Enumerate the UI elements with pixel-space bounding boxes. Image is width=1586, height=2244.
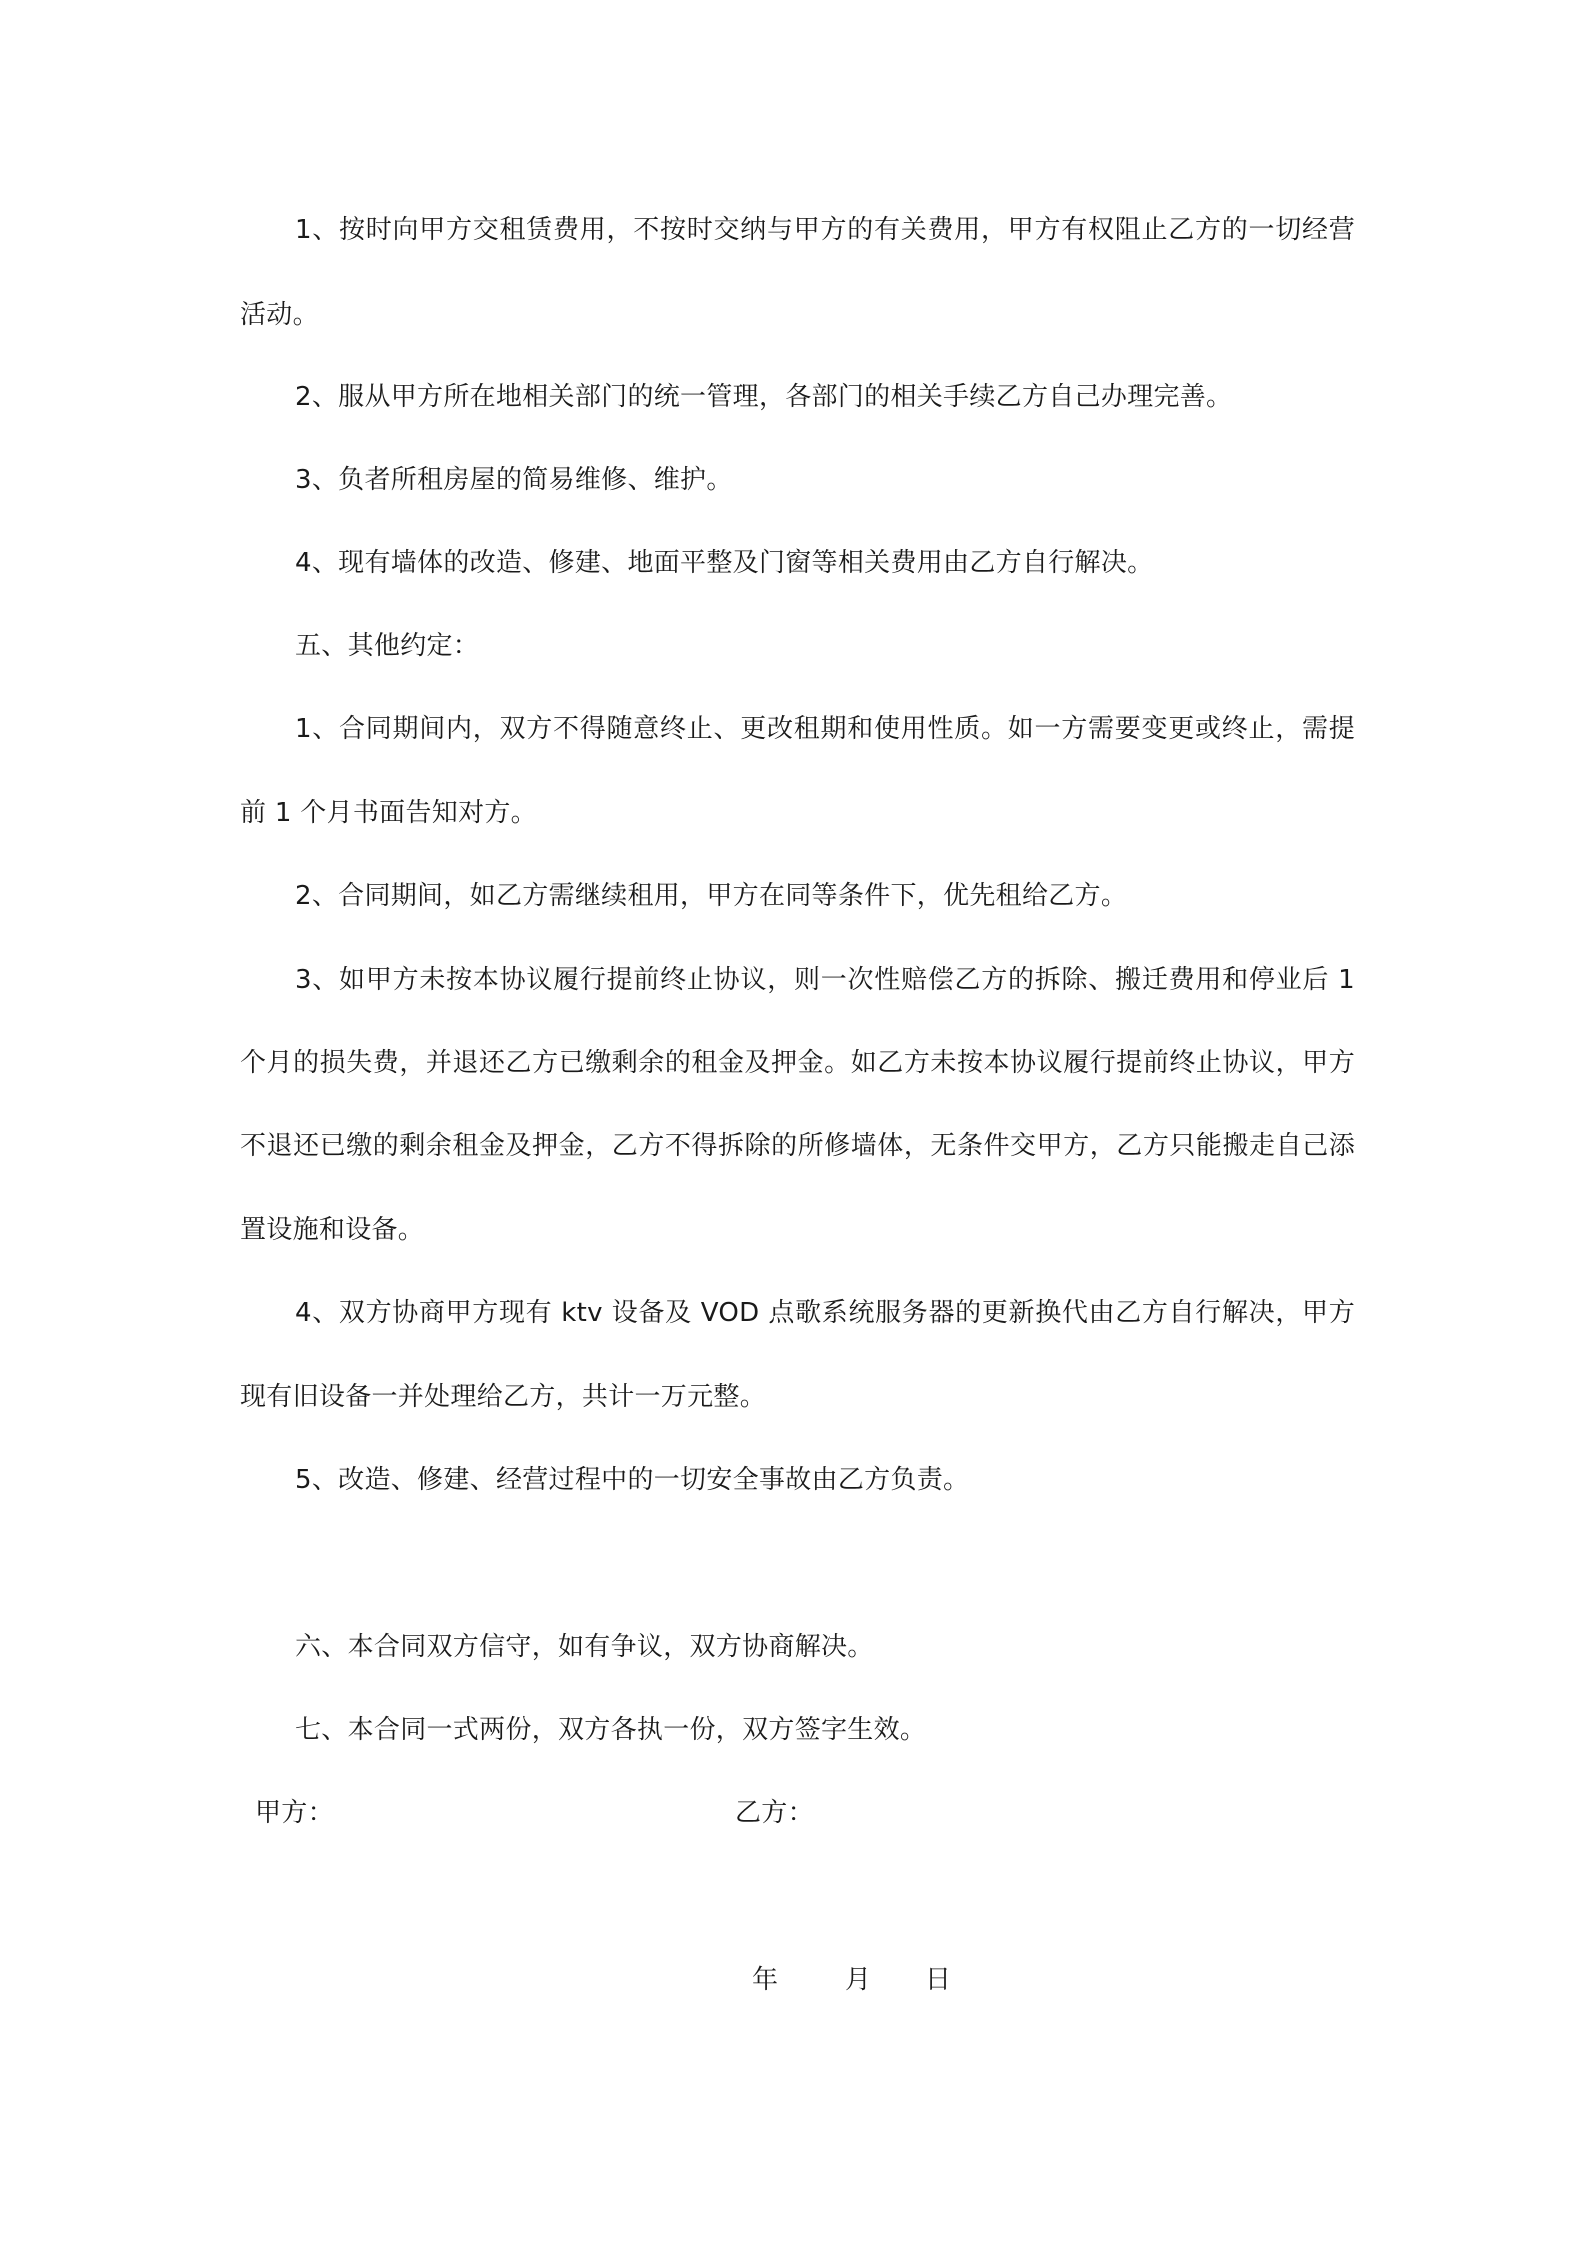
- clause-5-3-line-1: 3、如甲方未按本协议履行提前终止协议，则一次性赔偿乙方的拆除、搬迁费用和停业后 1: [295, 965, 1355, 995]
- section-5-heading: 五、其他约定：: [295, 631, 480, 661]
- clause-5-1-line-1: 1、合同期间内，双方不得随意终止、更改租期和使用性质。如一方需要变更或终止，需提: [295, 714, 1355, 744]
- clause-5-3-line-2: 个月的损失费，并退还乙方已缴剩余的租金及押金。如乙方未按本协议履行提前终止协议，甲方: [240, 1048, 1355, 1078]
- clause-4-4: 4、现有墙体的改造、修建、地面平整及门窗等相关费用由乙方自行解决。: [295, 548, 1154, 578]
- clause-4-1-line-1: 1、按时向甲方交租赁费用，不按时交纳与甲方的有关费用，甲方有权阻止乙方的一切经营: [295, 215, 1355, 245]
- date-year-label: 年: [752, 1965, 779, 1995]
- clause-5-3-line-3: 不退还已缴的剩余租金及押金，乙方不得拆除的所修墙体，无条件交甲方，乙方只能搬走自己添: [240, 1131, 1355, 1161]
- clause-5-3-line-4: 置设施和设备。: [240, 1215, 425, 1245]
- party-b-signature-label: 乙方：: [735, 1798, 814, 1828]
- clause-5-1-line-2: 前 1 个月书面告知对方。: [240, 798, 537, 828]
- date-day-label: 日: [925, 1965, 952, 1995]
- party-a-signature-label: 甲方：: [255, 1798, 334, 1828]
- clause-5-4-line-2: 现有旧设备一并处理给乙方，共计一万元整。: [240, 1382, 767, 1412]
- clause-5-5: 5、改造、修建、经营过程中的一切安全事故由乙方负责。: [295, 1465, 970, 1495]
- clause-4-2: 2、服从甲方所在地相关部门的统一管理，各部门的相关手续乙方自己办理完善。: [295, 382, 1233, 412]
- section-6: 六、本合同双方信守，如有争议，双方协商解决。: [295, 1632, 874, 1662]
- clause-4-3: 3、负者所租房屋的简易维修、维护。: [295, 465, 733, 495]
- date-month-label: 月: [845, 1965, 872, 1995]
- clause-4-1-line-2: 活动。: [240, 300, 319, 330]
- clause-5-4-line-1: 4、双方协商甲方现有 ktv 设备及 VOD 点歌系统服务器的更新换代由乙方自行解决，甲方: [295, 1298, 1355, 1328]
- clause-5-2: 2、合同期间，如乙方需继续租用，甲方在同等条件下，优先租给乙方。: [295, 881, 1128, 911]
- section-7: 七、本合同一式两份，双方各执一份，双方签字生效。: [295, 1715, 927, 1745]
